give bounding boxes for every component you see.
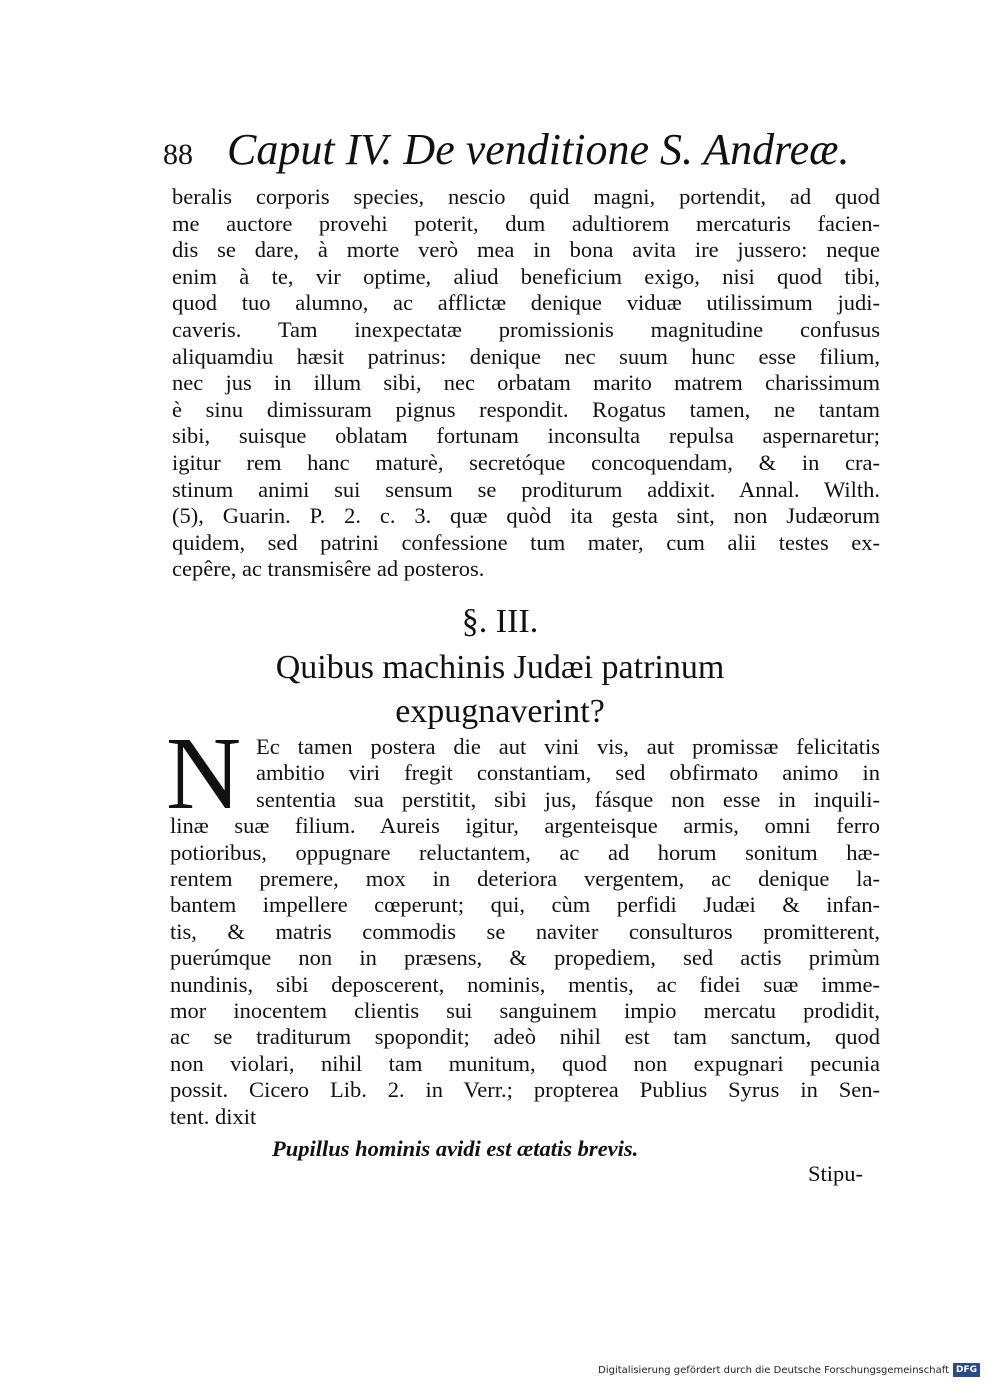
section-title-line-1: Quibus machinis Judæi patrinum — [275, 649, 725, 686]
text-line: sibi, suisque oblatam fortunam inconsulta repulsa aspernaretur; — [172, 423, 880, 449]
text-line: igitur rem hanc maturè, secretóque concoquendam, & in cra- — [172, 450, 880, 475]
text-line: stinum animi sui sensum se proditurum addixit. Annal. Wilth. — [172, 476, 880, 502]
text-line: cepêre, ac transmisêre ad posteros. — [172, 556, 485, 582]
text-line: possit. Cicero Lib. 2. in Verr.; propterea Publius Syrus in Sen- — [170, 1077, 880, 1103]
text-line: aliquamdiu hæsit patrinus: denique nec suum hunc esse filium, — [172, 343, 880, 369]
text-line: ambitio viri fregit constantiam, sed obfirmato animo in — [256, 760, 880, 786]
running-title: Caput IV. De venditione S. Andreæ. — [227, 125, 850, 174]
drop-cap: N — [166, 716, 242, 831]
text-line: (5), Guarin. P. 2. c. 3. quæ quòd ita gesta sint, non Judæorum — [172, 503, 880, 529]
text-line: è sinu dimissuram pignus respondit. Rogatus tamen, ne tantam — [172, 396, 880, 422]
text-line: tis, & matris commodis se naviter consulturos promitterent, — [170, 918, 880, 944]
text-line: nundinis, sibi deposcerent, nominis, mentis, ac fidei suæ imme- — [170, 971, 880, 997]
text-line: caveris. Tam inexpectatæ promissionis magnitudine confusus — [172, 317, 880, 342]
page-number: 88 — [163, 138, 193, 171]
catchword: Stipu- — [808, 1161, 864, 1186]
text-line: me auctore provehi poterit, dum adultiorem mercaturis facien- — [172, 210, 880, 236]
verse-quote: Pupillus hominis avidi est ætatis brevis. — [272, 1136, 639, 1161]
section-number: §. III. — [461, 603, 539, 640]
text-line: potioribus, oppugnare reluctantem, ac ad horum sonitum hæ- — [170, 839, 880, 865]
text-line: nec jus in illum sibi, nec orbatam marito matrem charissimum — [172, 370, 880, 396]
section-title-line-2: expugnaverint? — [395, 693, 605, 730]
text-line: mor inocentem clientis sui sanguinem impio mercatu prodidit, — [170, 998, 880, 1023]
text-line: quidem, sed patrini confessione tum mater, cum alii testes ex- — [172, 529, 880, 555]
text-line: enim à te, vir optime, aliud beneficium exigo, nisi quod tibi, — [172, 263, 880, 289]
running-header — [163, 120, 863, 180]
text-line: beralis corporis species, nescio quid magni, portendit, ad quod — [172, 184, 880, 209]
text-line: Ec tamen postera die aut vini vis, aut promissæ felicitatis — [256, 734, 880, 759]
text-line: linæ suæ filium. Aureis igitur, argenteisque armis, omni ferro — [170, 813, 880, 839]
text-line: puerúmque non in præsens, & propediem, sed actis primùm — [170, 945, 880, 971]
text-line: tent. dixit — [170, 1103, 257, 1129]
text-line: quod tuo alumno, ac afflictæ denique viduæ utilissimum judi- — [172, 290, 880, 316]
footer-text: Digitalisierung gefördert durch die Deutsche Forschungsgemeinschaft — [598, 1364, 949, 1376]
text-line: rentem premere, mox in deteriora vergentem, ac denique la- — [170, 866, 880, 891]
text-line: non violari, nihil tam munitum, quod non expugnari pecunia — [170, 1050, 880, 1076]
dfg-logo-icon: DFG — [953, 1363, 980, 1377]
text-line: sententia sua perstitit, sibi jus, fásque non esse in inquili- — [256, 786, 880, 812]
text-line: dis se dare, à morte verò mea in bona avita ire jussero: neque — [172, 237, 880, 263]
funding-footer — [598, 1362, 980, 1378]
text-line: bantem impellere cœperunt; qui, cùm perfidi Judæi & infan- — [170, 892, 880, 918]
text-line: ac se traditurum spopondit; adeò nihil est tam sanctum, quod — [170, 1024, 880, 1050]
